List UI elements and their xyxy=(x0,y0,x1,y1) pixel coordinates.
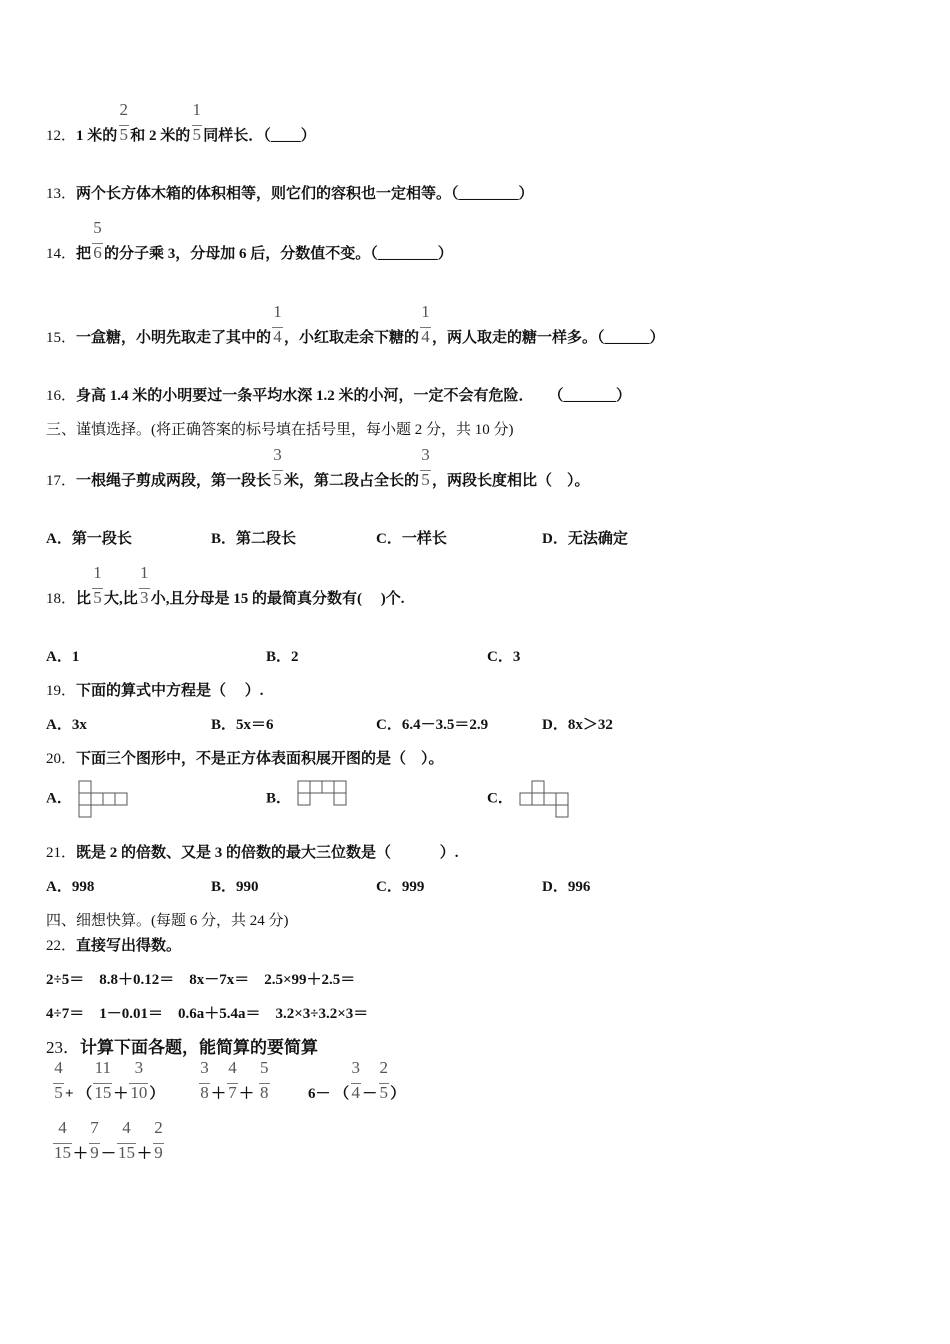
fraction-numerator: 2 xyxy=(154,1118,163,1137)
line-q21 xyxy=(46,843,459,863)
fraction xyxy=(259,1058,270,1103)
option-label: C．一样长 xyxy=(376,531,447,547)
question-text: ＋ xyxy=(211,1086,227,1102)
option-label: B． xyxy=(266,790,292,807)
option-label: C．3 xyxy=(487,649,521,665)
option-label: D．无法确定 xyxy=(542,531,628,547)
fraction-denominator: 15 xyxy=(118,1143,136,1162)
fraction-denominator: 7 xyxy=(228,1083,237,1102)
net-square xyxy=(532,793,544,805)
question-text: － xyxy=(101,1146,117,1162)
question-text: － xyxy=(362,1086,378,1102)
fraction-denominator: 5 xyxy=(93,588,102,607)
line-s4 xyxy=(46,911,289,931)
question-text: 计算下面各题，能简算的要简算 xyxy=(80,1038,318,1057)
option-q18-2[interactable] xyxy=(487,647,520,667)
cube-net-figure xyxy=(519,780,569,818)
question-text: 和 2 米的 xyxy=(130,128,191,144)
option-label: A．1 xyxy=(46,649,80,665)
question-text: + （ xyxy=(65,1086,93,1102)
fraction-numerator: 1 xyxy=(93,563,102,582)
option-label: A． xyxy=(46,790,72,807)
option-label: C．6.4－3.5＝2.9 xyxy=(376,717,489,733)
question-number: 15． xyxy=(46,330,77,346)
fraction-numerator: 3 xyxy=(273,445,282,464)
fraction-numerator: 3 xyxy=(200,1058,209,1077)
net-square xyxy=(556,793,568,805)
question-number: 18． xyxy=(46,591,77,607)
line-q15 xyxy=(46,302,665,348)
question-text: 身高 1.4 米的小明要过一条平均水深 1.2 米的小河，一定不会有危险． （_______） xyxy=(76,388,632,404)
question-text: 2÷5＝ 8.8＋0.12＝ 8x－7x＝ 2.5×99＋2.5＝ xyxy=(46,972,356,988)
net-square xyxy=(91,793,103,805)
fraction-numerator: 1 xyxy=(140,563,149,582)
fraction xyxy=(92,563,103,608)
line-q19 xyxy=(46,681,264,701)
fraction-numerator: 4 xyxy=(58,1118,67,1137)
line-q22 xyxy=(46,936,181,956)
fraction xyxy=(199,1058,210,1103)
line-q18 xyxy=(46,563,405,609)
question-text: 四、细想快算。(每题 6 分，共 24 分) xyxy=(46,913,289,929)
line-q23 xyxy=(46,1038,318,1058)
fraction-numerator: 3 xyxy=(421,445,430,464)
fraction xyxy=(350,1058,361,1103)
question-text: 一盒糖，小明先取走了其中的 xyxy=(76,330,272,346)
option-label: A．3x xyxy=(46,717,87,733)
question-number: 16． xyxy=(46,388,77,404)
net-square xyxy=(310,781,322,793)
line-r2 xyxy=(46,1004,368,1024)
option-q21-1[interactable] xyxy=(211,877,259,897)
fraction-numerator: 2 xyxy=(119,100,129,119)
question-number: 21． xyxy=(46,845,77,861)
question-number: 13． xyxy=(46,186,77,202)
fraction-numerator: 3 xyxy=(134,1058,144,1077)
option-q20-1[interactable] xyxy=(266,780,347,818)
cube-net-figure xyxy=(78,780,128,818)
line-e3 xyxy=(308,1058,406,1104)
net-square xyxy=(544,793,556,805)
option-q18-1[interactable] xyxy=(266,647,299,667)
fraction xyxy=(378,1058,389,1103)
question-text: 比 xyxy=(76,591,92,607)
question-text: ） xyxy=(149,1086,165,1102)
option-q19-0[interactable] xyxy=(46,715,87,735)
fraction-numerator: 1 xyxy=(273,302,282,321)
cube-net-figure xyxy=(297,780,347,818)
fraction xyxy=(93,1058,112,1103)
question-number: 23． xyxy=(46,1038,80,1057)
question-number: 17． xyxy=(46,473,77,489)
line-q16 xyxy=(46,386,631,406)
question-number: 12． xyxy=(46,128,77,144)
line-e4 xyxy=(52,1118,165,1164)
question-text: 三、谨慎选择。(将正确答案的标号填在括号里，每小题 2 分，共 10 分) xyxy=(46,422,514,438)
fraction-denominator: 9 xyxy=(154,1143,163,1162)
question-number: 22． xyxy=(46,938,77,954)
question-text: ＋ xyxy=(73,1146,89,1162)
question-text: ＋ xyxy=(239,1086,258,1102)
option-label: B．990 xyxy=(211,879,259,895)
question-text: 米，第二段占全长的 xyxy=(284,473,420,489)
net-square xyxy=(520,793,532,805)
question-number: 19． xyxy=(46,683,77,699)
option-label: D．996 xyxy=(542,879,591,895)
question-text: 4÷7＝ 1－0.01＝ 0.6a＋5.4a＝ 3.2×3÷3.2×3＝ xyxy=(46,1006,369,1022)
option-q18-0[interactable] xyxy=(46,647,79,667)
net-square xyxy=(79,805,91,817)
fraction-denominator: 4 xyxy=(421,327,430,346)
fraction xyxy=(117,1118,136,1163)
question-text: 1 米的 xyxy=(76,128,118,144)
fraction-numerator: 4 xyxy=(122,1118,131,1137)
fraction xyxy=(118,100,129,145)
question-text: 一根绳子剪成两段，第一段长 xyxy=(76,473,272,489)
net-square xyxy=(103,793,115,805)
fraction-denominator: 8 xyxy=(260,1083,269,1102)
net-square xyxy=(556,805,568,817)
option-q19-2[interactable] xyxy=(376,715,488,735)
line-q13 xyxy=(46,184,534,204)
option-q19-3[interactable] xyxy=(542,715,613,735)
option-q17-0[interactable] xyxy=(46,529,132,549)
fraction-denominator: 15 xyxy=(94,1083,112,1102)
question-text: 下面三个图形中，不是正方体表面积展开图的是（ ）。 xyxy=(76,751,444,767)
net-square xyxy=(79,781,91,793)
option-label: D．8x＞32 xyxy=(542,717,613,733)
option-label: C． xyxy=(487,790,513,807)
question-text: ＋ xyxy=(113,1086,129,1102)
fraction-denominator: 5 xyxy=(119,125,129,144)
fraction-numerator: 11 xyxy=(94,1058,111,1077)
fraction-numerator: 4 xyxy=(228,1058,237,1077)
fraction-denominator: 6 xyxy=(93,243,102,262)
option-label: B．5x＝6 xyxy=(211,717,274,733)
fraction-denominator: 9 xyxy=(90,1143,99,1162)
fraction-denominator: 4 xyxy=(351,1083,361,1102)
option-label: C．999 xyxy=(376,879,425,895)
fraction xyxy=(272,445,283,490)
question-text: 既是 2 的倍数、又是 3 的倍数的最大三位数是（ ）. xyxy=(76,845,459,861)
question-number: 20． xyxy=(46,751,77,767)
option-q20-0[interactable] xyxy=(46,780,128,818)
question-text: ） xyxy=(390,1086,406,1102)
option-label: A．998 xyxy=(46,879,95,895)
fraction-denominator: 10 xyxy=(130,1083,148,1102)
question-text: 小,且分母是 15 的最简真分数有( )个. xyxy=(150,591,405,607)
fraction-denominator: 5 xyxy=(379,1083,389,1102)
question-text: ，两段长度相比（ ）。 xyxy=(432,473,590,489)
fraction-denominator: 8 xyxy=(200,1083,209,1102)
net-square xyxy=(298,793,310,805)
fraction-denominator: 4 xyxy=(273,327,282,346)
option-q17-3[interactable] xyxy=(542,529,628,549)
fraction-numerator: 2 xyxy=(379,1058,389,1077)
line-e2 xyxy=(198,1058,271,1104)
question-text: 直接写出得数。 xyxy=(76,938,182,954)
option-label: A．第一段长 xyxy=(46,531,132,547)
option-q17-1[interactable] xyxy=(211,529,296,549)
fraction-denominator: 5 xyxy=(192,125,202,144)
net-square xyxy=(334,781,346,793)
option-q21-3[interactable] xyxy=(542,877,590,897)
fraction xyxy=(191,100,202,145)
fraction xyxy=(129,1058,148,1103)
fraction xyxy=(53,1058,64,1103)
fraction-numerator: 1 xyxy=(421,302,430,321)
option-q21-2[interactable] xyxy=(376,877,424,897)
net-square xyxy=(298,781,310,793)
option-q20-2[interactable] xyxy=(487,780,569,818)
fraction xyxy=(92,218,103,263)
fraction-numerator: 1 xyxy=(192,100,202,119)
line-q17 xyxy=(46,445,590,491)
net-square xyxy=(532,781,544,793)
fraction-numerator: 4 xyxy=(54,1058,63,1077)
question-text: 两个长方体木箱的体积相等，则它们的容积也一定相等。（________） xyxy=(76,186,534,202)
fraction-numerator: 5 xyxy=(93,218,102,237)
fraction xyxy=(89,1118,100,1163)
fraction xyxy=(420,445,431,490)
fraction-numerator: 3 xyxy=(351,1058,361,1077)
fraction xyxy=(227,1058,238,1103)
fraction xyxy=(272,302,283,347)
fraction-numerator: 5 xyxy=(260,1058,269,1077)
question-text: 的分子乘 3，分母加 6 后，分数值不变。（________） xyxy=(104,246,453,262)
fraction xyxy=(153,1118,164,1163)
line-e1 xyxy=(52,1058,165,1104)
option-q21-0[interactable] xyxy=(46,877,94,897)
line-q12 xyxy=(46,100,316,146)
fraction xyxy=(420,302,431,347)
fraction-denominator: 5 xyxy=(54,1083,63,1102)
question-text: 6－ （ xyxy=(308,1086,350,1102)
net-square xyxy=(334,793,346,805)
option-q19-1[interactable] xyxy=(211,715,274,735)
net-square xyxy=(115,793,127,805)
option-label: B．2 xyxy=(266,649,299,665)
question-text: 把 xyxy=(76,246,92,262)
line-s3 xyxy=(46,420,514,440)
option-q17-2[interactable] xyxy=(376,529,447,549)
question-text: 下面的算式中方程是（ ）. xyxy=(76,683,264,699)
question-text: 同样长．（____） xyxy=(203,128,316,144)
net-square xyxy=(79,793,91,805)
line-r1 xyxy=(46,970,355,990)
line-q20 xyxy=(46,749,444,769)
fraction xyxy=(53,1118,72,1163)
fraction-denominator: 5 xyxy=(421,470,430,489)
question-text: ＋ xyxy=(137,1146,153,1162)
fraction xyxy=(139,563,150,608)
fraction-denominator: 15 xyxy=(54,1143,71,1162)
question-text: ，小红取走余下糖的 xyxy=(284,330,420,346)
fraction-denominator: 5 xyxy=(273,470,282,489)
option-label: B．第二段长 xyxy=(211,531,297,547)
line-q14 xyxy=(46,218,453,264)
net-square xyxy=(322,781,334,793)
question-text: 大,比 xyxy=(104,591,138,607)
question-number: 14． xyxy=(46,246,77,262)
fraction-numerator: 7 xyxy=(90,1118,99,1137)
fraction-denominator: 3 xyxy=(140,588,149,607)
question-text: ，两人取走的糖一样多。（______） xyxy=(432,330,665,346)
